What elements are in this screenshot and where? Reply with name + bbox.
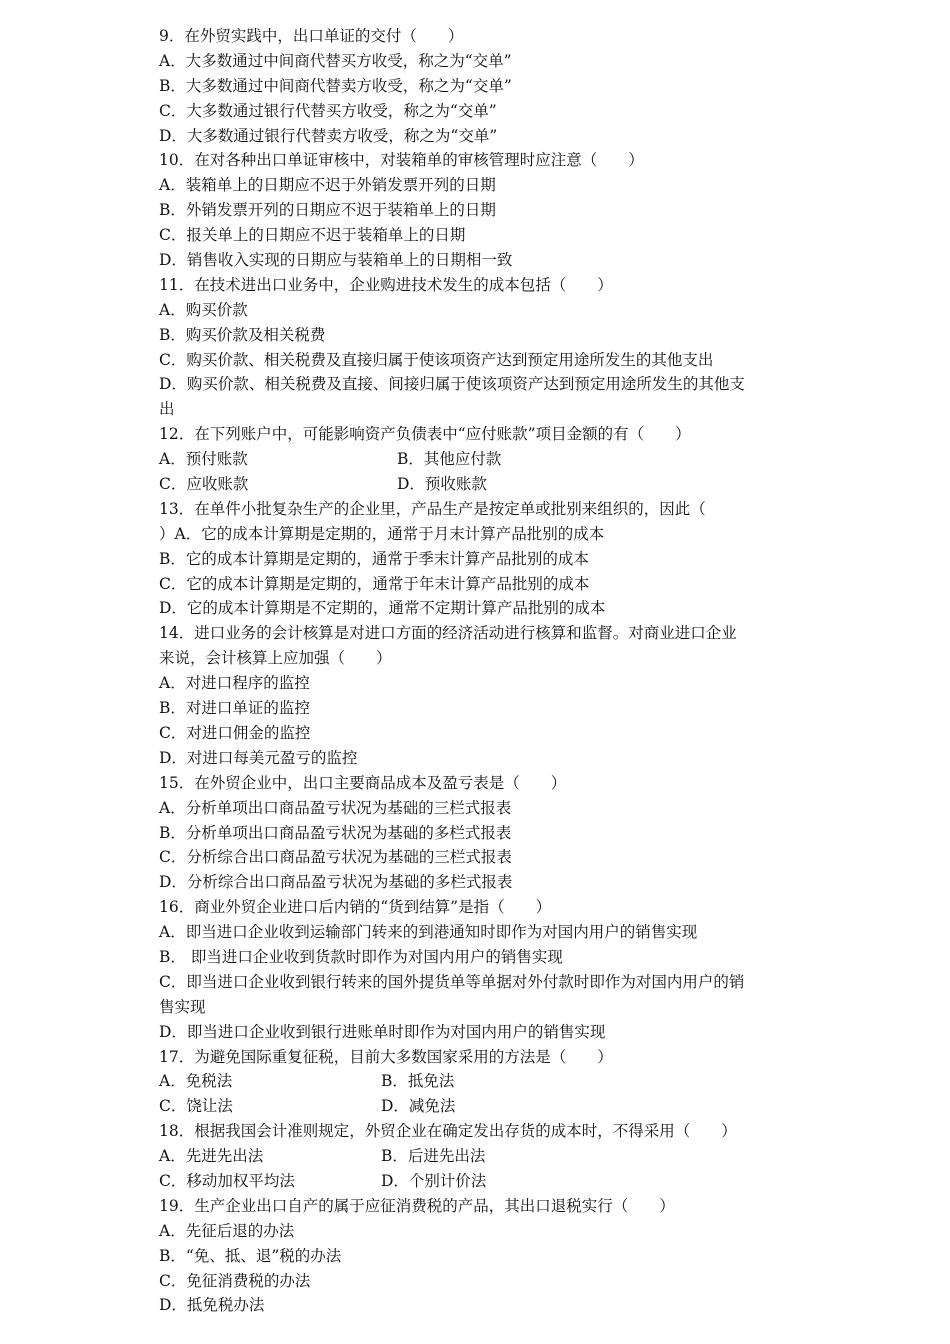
question-14-stem: 14．进口业务的会计核算是对进口方面的经济活动进行核算和监督。对商业进口企业 — [159, 624, 737, 643]
question-16-option-c: C．即当进口企业收到银行转来的国外提货单等单据对外付款时即作为对国内用户的销 — [159, 972, 745, 991]
question-12-option-c: C．应收账款 — [159, 475, 249, 494]
question-18-options-row-1 — [159, 1144, 799, 1169]
question-12-options-row-2 — [159, 472, 799, 497]
question-17-stem: 17．为避免国际重复征税，目前大多数国家采用的方法是（ ） — [159, 1047, 613, 1066]
question-13-option-b: B．它的成本计算期是定期的，通常于季末计算产品批别的成本 — [159, 549, 589, 568]
question-9-option-a: A．大多数通过中间商代替买方收受，称之为“交单” — [159, 51, 512, 70]
question-12-option-a: A．预付账款 — [159, 450, 248, 469]
question-15-option-a: A．分析单项出口商品盈亏状况为基础的三栏式报表 — [159, 798, 512, 817]
question-16-option-b: B． 即当进口企业收到货款时即作为对国内用户的销售实现 — [159, 947, 563, 966]
question-12-stem: 12．在下列账户中，可能影响资产负债表中“应付账款”项目金额的有（ ） — [159, 425, 691, 444]
question-16-option-a: A．即当进口企业收到运输部门转来的到港通知时即作为对国内用户的销售实现 — [159, 923, 698, 942]
question-11-option-a: A．购买价款 — [159, 300, 248, 319]
question-13-option-c: C．它的成本计算期是定期的，通常于年末计算产品批别的成本 — [159, 574, 590, 593]
question-17-options-row-2 — [159, 1094, 799, 1119]
question-12-options-row-1 — [159, 447, 799, 472]
question-16-stem: 16．商业外贸企业进口后内销的“货到结算”是指（ ） — [159, 898, 552, 917]
question-16-option-c-continued: 售实现 — [159, 997, 206, 1016]
question-11-option-c: C．购买价款、相关税费及直接归属于使该项资产达到预定用途所发生的其他支出 — [159, 350, 714, 369]
question-14-option-d: D．对进口每美元盈亏的监控 — [159, 748, 358, 767]
question-18-option-c: C．移动加权平均法 — [159, 1171, 295, 1190]
question-17-options-row-1 — [159, 1069, 799, 1094]
question-18-option-b: B．后进先出法 — [381, 1147, 486, 1166]
question-15-option-d: D．分析综合出口商品盈亏状况为基础的多栏式报表 — [159, 873, 513, 892]
question-13-stem-end-option-a: ）A．它的成本计算期是定期的，通常于月末计算产品批别的成本 — [159, 524, 605, 543]
question-19-option-a: A．先征后退的办法 — [159, 1221, 295, 1240]
question-10-option-a: A．装箱单上的日期应不迟于外销发票开列的日期 — [159, 176, 496, 195]
question-9-option-b: B．大多数通过中间商代替卖方收受，称之为“交单” — [159, 76, 512, 95]
question-19-option-b: B．“免、抵、退”税的办法 — [159, 1246, 342, 1265]
question-11-option-d-continued: 出 — [159, 400, 175, 419]
question-17-option-a: A．免税法 — [159, 1072, 233, 1091]
question-18-option-d: D．个别计价法 — [381, 1171, 487, 1190]
question-17-option-c: C．饶让法 — [159, 1097, 233, 1116]
question-15-stem: 15．在外贸企业中，出口主要商品成本及盈亏表是（ ） — [159, 773, 567, 792]
question-17-option-d: D．减免法 — [381, 1097, 456, 1116]
question-18-options-row-2 — [159, 1169, 799, 1194]
question-10-option-d: D．销售收入实现的日期应与装箱单上的日期相一致 — [159, 251, 513, 270]
question-18-option-a: A．先进先出法 — [159, 1147, 264, 1166]
question-9-option-c: C．大多数通过银行代替买方收受，称之为“交单” — [159, 101, 497, 120]
question-16-option-d: D．即当进口企业收到银行进账单时即作为对国内用户的销售实现 — [159, 1022, 606, 1041]
question-11-option-d: D．购买价款、相关税费及直接、间接归属于使该项资产达到预定用途所发生的其他支 — [159, 375, 745, 394]
question-11-stem: 11．在技术进出口业务中，企业购进技术发生的成本包括（ ） — [159, 275, 613, 294]
question-10-stem: 10．在对各种出口单证审核中，对装箱单的审核管理时应注意（ ） — [159, 151, 644, 170]
question-11-option-b: B．购买价款及相关税费 — [159, 325, 326, 344]
question-19-option-c: C．免征消费税的办法 — [159, 1271, 311, 1290]
question-13-option-d: D．它的成本计算期是不定期的，通常不定期计算产品批别的成本 — [159, 599, 606, 618]
question-9-stem: 9．在外贸实践中，出口单证的交付（ ） — [159, 27, 464, 45]
question-9-option-d: D．大多数通过银行代替卖方收受，称之为“交单” — [159, 126, 498, 145]
exam-page — [159, 24, 799, 1318]
question-15-option-c: C．分析综合出口商品盈亏状况为基础的三栏式报表 — [159, 848, 512, 867]
question-10-option-b: B．外销发票开列的日期应不迟于装箱单上的日期 — [159, 201, 496, 220]
question-19-option-d: D．抵免税办法 — [159, 1296, 265, 1315]
question-18-stem: 18．根据我国会计准则规定，外贸企业在确定发出存货的成本时，不得采用（ ） — [159, 1122, 737, 1141]
question-14-option-b: B．对进口单证的监控 — [159, 699, 310, 718]
question-17-option-b: B．抵免法 — [381, 1072, 455, 1091]
question-10-option-c: C．报关单上的日期应不迟于装箱单上的日期 — [159, 226, 466, 245]
question-13-stem: 13．在单件小批复杂生产的企业里，产品生产是按定单或批别来组织的，因此（ — [159, 499, 706, 518]
question-19-stem: 19．生产企业出口自产的属于应征消费税的产品，其出口退税实行（ ） — [159, 1196, 675, 1215]
question-14-option-a: A．对进口程序的监控 — [159, 674, 310, 693]
question-15-option-b: B．分析单项出口商品盈亏状况为基础的多栏式报表 — [159, 823, 512, 842]
question-12-option-d: D．预收账款 — [397, 475, 487, 494]
question-14-stem-continued: 来说，会计核算上应加强（ ） — [159, 649, 392, 668]
question-12-option-b: B．其他应付款 — [397, 450, 502, 469]
question-14-option-c: C．对进口佣金的监控 — [159, 723, 311, 742]
